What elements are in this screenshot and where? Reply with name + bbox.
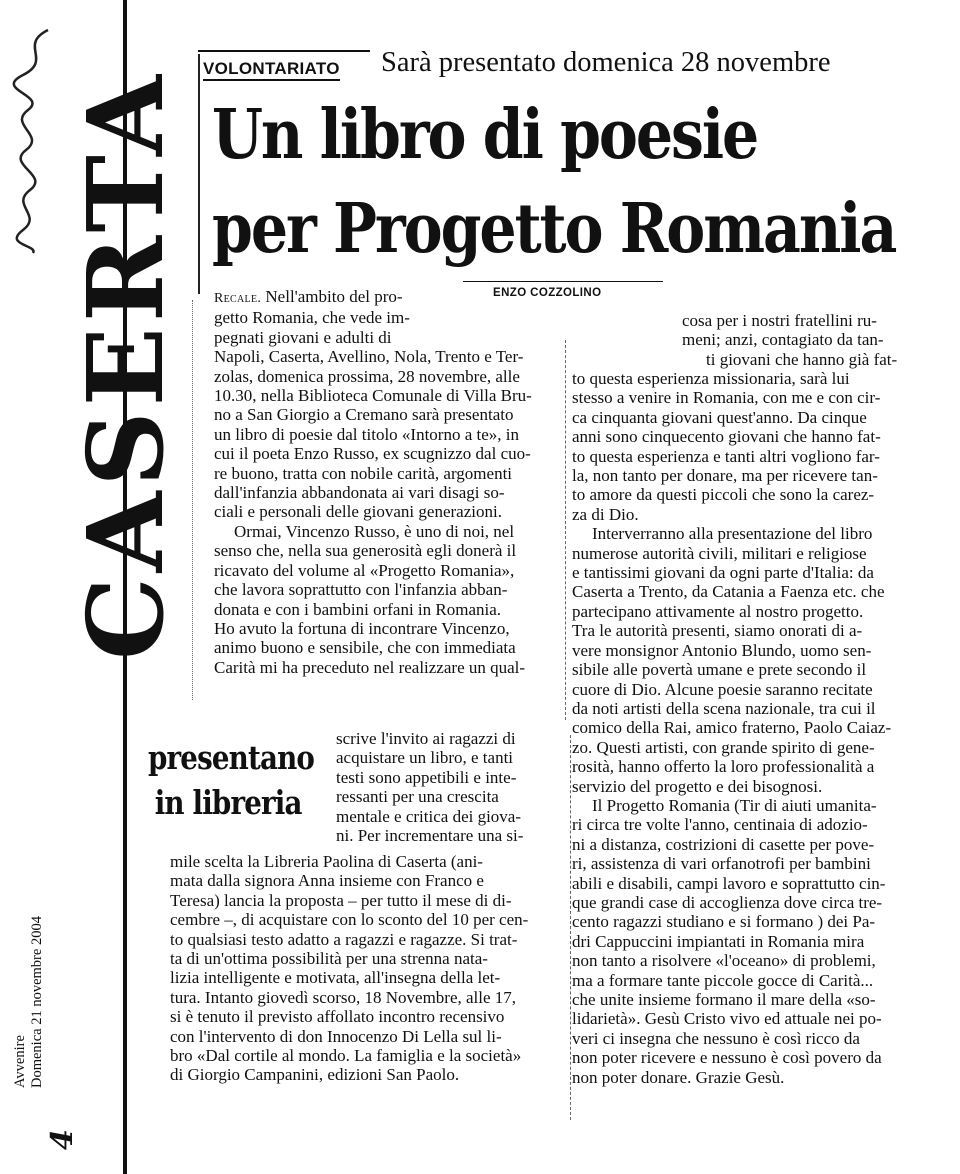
text-line: Napoli, Caserta, Avellino, Nola, Trento e Ter- (214, 347, 524, 367)
text-line: ta di un'ottima possibilità per una strenna nata- (170, 949, 488, 969)
text-line: si è tenuto il previsto affollato incontro recensivo (170, 1007, 505, 1027)
text-line: ressanti per una crescita (336, 787, 499, 807)
box-title-line: presentano (148, 738, 315, 777)
kicker-tag: VOLONTARIATO (203, 59, 340, 81)
headline-line: Un libro di poesie (212, 95, 758, 175)
text-line: donata e con i bambini orfani in Romania. (214, 599, 502, 619)
text-line: ri, assistenza di vari orfanotrofi per bambini (572, 854, 871, 874)
text-line: non tanto a risolvere «l'oceano» di problemi, (572, 951, 876, 971)
text-line: Ormai, Vincenzo Russo, è uno di noi, nel (234, 521, 515, 541)
text-line: pegnati giovani e adulti di (214, 327, 392, 347)
text-line: dri Cappuccini impiantati in Romania mira (572, 931, 865, 951)
text-line: cosa per i nostri fratellini ru- (682, 311, 877, 330)
text-line: to amore da questi piccoli che sono la carez- (572, 485, 875, 505)
text-line: Interverranno alla presentazione del libro (592, 524, 873, 544)
text-line: scrive l'invito ai ragazzi di (336, 729, 516, 748)
text-line: Caserta a Trento, da Catania a Faenza etc. che (572, 582, 885, 602)
text-line: mile scelta la Libreria Paolina di Caserta (ani- (170, 852, 483, 871)
text-line: 10.30, nella Biblioteca Comunale di Villa Bru- (214, 386, 532, 406)
text-line: Carità mi ha preceduto nel realizzare un qual- (214, 657, 526, 677)
text-line: che lavora soprattutto con l'infanzia abban- (214, 580, 508, 600)
kicker-text: Sarà presentato domenica 28 novembre (381, 47, 831, 78)
text-line: ti giovani che hanno già fat- (706, 349, 898, 369)
text-line: getto Romania, che vede im- (214, 308, 410, 328)
text-line: bro «Dal cortile al mondo. La famiglia e la società» (170, 1046, 522, 1066)
text-line: ni a distanza, costrizioni di casette per pove- (572, 834, 875, 854)
article-column-2-top (682, 311, 897, 369)
text-line: la, non tanto per donare, ma per ricevere tan- (572, 466, 878, 486)
text-line: zo. Questi artisti, con grande spirito di gene- (572, 737, 875, 757)
text-line: no a San Giorgio a Cremano sarà presentato (214, 405, 514, 425)
handwritten-scrawl (8, 25, 58, 255)
dateline: Recale. (214, 291, 262, 306)
text-line: da noti artisti della scena nazionale, tra cui il (572, 698, 876, 718)
text-line: Tra le autorità presenti, siamo onorati di a- (572, 621, 863, 641)
headline-line: per Progetto Romania (212, 189, 896, 269)
text-line: ciali e personali delle giovani generazioni. (214, 502, 502, 522)
section-title: CASERTA (64, 70, 187, 660)
text-line: testi sono appetibili e inte- (336, 767, 517, 787)
text-line: che unite insieme formano il mare della «so- (572, 990, 876, 1009)
text-line: vere monsignor Antonio Blundo, uomo sen- (572, 640, 872, 660)
text-line: to questa esperienza e tanti altri vogliono far- (572, 446, 880, 466)
text-line: animo buono e sensibile, che con immediata (214, 638, 516, 658)
headline (212, 88, 895, 276)
column-divider (570, 735, 571, 1120)
publication-date: Domenica 21 novembre 2004 (29, 916, 45, 1088)
text-line: con l'intervento di don Innocenzo Di Lella sul li- (170, 1026, 502, 1046)
article-column-2 (572, 369, 907, 1087)
text-line: ni. Per incrementare una si- (336, 826, 524, 846)
publication-name: Avvenire (12, 1035, 28, 1088)
text-line: servizio del progetto e dei bisognosi. (572, 776, 823, 796)
text-line: non poter donare. Grazie Gesù. (572, 1067, 785, 1087)
text-line: cento ragazzi studiano e si formano ) dei Pa- (572, 912, 876, 932)
text-line: un libro di poesie dal titolo «Intorno a te», in (214, 424, 520, 444)
text-line: lidarietà». Gesù Cristo vivo ed attuale nei po- (572, 1009, 882, 1029)
byline-author: ENZO COZZOLINO (493, 287, 602, 299)
text-line: to qualsiasi testo adatto a ragazzi e ragazze. Si trat- (170, 929, 518, 949)
column-divider (565, 340, 566, 720)
text-line: lizia intelligente e motivata, all'insegna della let- (170, 968, 501, 988)
text-line: Teresa) lancia la proposta – per tutto il mese di di- (170, 890, 512, 910)
text-line: cembre –, di acquistare con lo sconto del 10 per cen- (170, 910, 529, 930)
text-line: cuore di Dio. Alcune poesie saranno recitate (572, 679, 873, 699)
text-line: Recale. Nell'ambito del pro- (214, 287, 403, 306)
text-line: meni; anzi, contagiato da tan- (682, 330, 884, 350)
kicker-rule (198, 50, 370, 52)
text-line: za di Dio. (572, 504, 639, 524)
text-line: abili e disabili, campi lavoro e soprattutto cin- (572, 873, 886, 893)
text-line: rosità, hanno offerto la loro professionalità a (572, 757, 875, 777)
text-line: Ho avuto la fortuna di incontrare Vincenzo, (214, 618, 510, 638)
box-title-line: in libreria (154, 783, 302, 822)
text-line: to questa esperienza missionaria, sarà lui (572, 369, 850, 388)
text-line: di Giorgio Campanini, edizioni San Paolo. (170, 1065, 460, 1085)
box-title (148, 735, 314, 825)
text-line: mata dalla signora Anna insieme con Franco e (170, 871, 484, 891)
text-line: comico della Rai, amico fraterno, Paolo Caiaz- (572, 718, 892, 738)
text-line: Il Progetto Romania (Tir di aiuti umanita- (592, 795, 877, 815)
text-line: veri ci insegna che nessuno è così ricco da (572, 1028, 860, 1048)
text-line: sibile alle povertà umane e prete secondo il (572, 660, 867, 680)
text-line: zolas, domenica prossima, 28 novembre, alle (214, 366, 520, 386)
text-line: ma a formare tante piccole gocce di Carità... (572, 970, 874, 990)
text-line: non poter ricevere e nessuno è così povero da (572, 1048, 882, 1068)
box-text-top (336, 729, 556, 845)
text-line: que grandi case di accoglienza dove circa tre- (572, 892, 883, 912)
publication-info (12, 916, 46, 1088)
text-line: stesso a venire in Romania, con me e con cir- (572, 388, 881, 408)
text-line: dall'infanzia abbandonata ai vari disagi so- (214, 483, 505, 503)
text-line: cui il poeta Enzo Russo, ex scugnizzo dal cuo- (214, 444, 531, 464)
text-line: partecipano attivamente al nostro progetto. (572, 601, 864, 621)
page-number: 4 (45, 1129, 80, 1150)
text-line: e tantissimi giovani da ogni parte d'Italia: da (572, 563, 874, 583)
text-line: acquistare un libro, e tanti (336, 748, 514, 768)
text-line: mentale e critica dei giova- (336, 806, 522, 826)
text-line: ca cinquanta giovani quest'anno. Da cinque (572, 407, 867, 427)
text-line: ricavato del volume al «Progetto Romania», (214, 560, 515, 580)
text-line: re buono, tratta con nobile carità, argomenti (214, 463, 513, 483)
header-rule (198, 54, 200, 294)
column-divider (192, 300, 193, 700)
text-line: tura. Intanto giovedì scorso, 18 Novembre, alle 17, (170, 987, 517, 1007)
text-line: ri circa tre volte l'anno, centinaia di adozio- (572, 815, 868, 835)
article-column-1 (214, 287, 554, 677)
text-line: numerose autorità civili, militari e religiose (572, 543, 867, 563)
text-line: senso che, nella sua generosità egli donerà il (214, 541, 517, 561)
text-line: anni sono cinquecento giovani che hanno fat- (572, 427, 881, 447)
box-text (170, 852, 560, 1085)
